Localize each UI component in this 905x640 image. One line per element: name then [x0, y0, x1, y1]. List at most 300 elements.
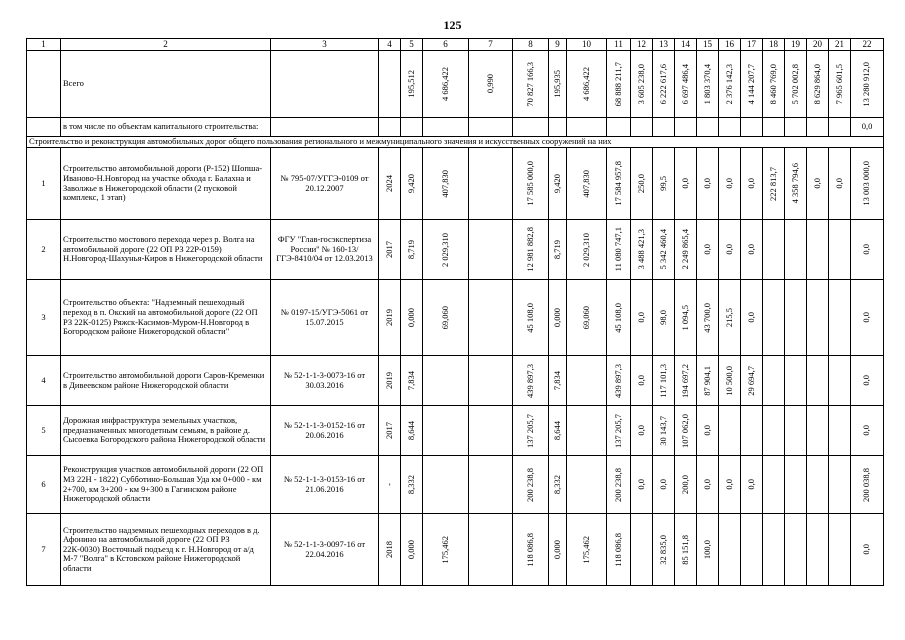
cell-col-21: [829, 514, 851, 586]
cell-col-22: [851, 514, 884, 586]
cell-col-18-text: 222 813,7: [767, 166, 778, 201]
table-row: [27, 148, 884, 220]
cell-col-6: [423, 356, 469, 406]
column-number: 2: [61, 39, 271, 51]
cell-col-14-text: 0,0: [679, 178, 690, 189]
cell-col-4: [379, 456, 401, 514]
column-number: 6: [423, 39, 469, 51]
cell-col-9: [549, 456, 567, 514]
cell-col-21: [829, 148, 851, 220]
total-value-text: 4 686,422: [439, 67, 450, 101]
cell-col-12-text: 0,0: [635, 425, 646, 436]
cell-col-8-text: 118 086,8: [524, 532, 535, 567]
cell-col-13-text: 32 835,0: [657, 534, 668, 565]
cell-col-12-text: 0,0: [635, 479, 646, 490]
column-number: 8: [513, 39, 549, 51]
total-value-text: 3 605 238,0: [635, 63, 646, 105]
table-row: [27, 514, 884, 586]
cell-col-17-text: 0,0: [745, 479, 756, 490]
cell-col-4: [379, 148, 401, 220]
column-number: 15: [697, 39, 719, 51]
expertise-doc: № 52-1-1-3-0097-16 от 22.04.2016: [271, 514, 379, 586]
cell-col-17: [741, 456, 763, 514]
cell-col-14: [675, 406, 697, 456]
cell-col-8-text: 137 205,7: [524, 413, 535, 448]
cell-col-22-text: 0,0: [861, 375, 872, 386]
cell-col-14: [675, 456, 697, 514]
cell-col-18: [763, 148, 785, 220]
cell-col-13: [653, 514, 675, 586]
cell-col-15-text: 87 904,1: [701, 365, 712, 396]
cell-col-7: [469, 406, 513, 456]
cell-col-4-text: 2024: [383, 175, 394, 192]
cell-col-15-text: 0,0: [701, 244, 712, 255]
cell-col-19: [785, 220, 807, 280]
total-value: [653, 51, 675, 118]
cell-col-12: [631, 148, 653, 220]
cell-col-8-text: 439 897,3: [524, 363, 535, 398]
cell-col-4: [379, 220, 401, 280]
cell-col-21: [829, 456, 851, 514]
object-name: Дорожная инфраструктура земельных участков, предназначенных многодетным семьям, в районе д. Сысоевка Богородского района Нижегородской области: [61, 406, 271, 456]
cell-col-17: [741, 406, 763, 456]
cell-col-6: [423, 280, 469, 356]
cell-col-4-text: 2019: [383, 309, 394, 326]
table-row: [27, 356, 884, 406]
cell-col-12-text: 3 488 421,3: [635, 229, 646, 270]
cell-col-9: [549, 514, 567, 586]
cell-col-6-text: 2 029,310: [439, 232, 450, 267]
cell-col-14: [675, 280, 697, 356]
cell-col-18: [763, 456, 785, 514]
cell-col-16-text: 0,0: [723, 178, 734, 189]
total-value: [807, 51, 829, 118]
total-value-text: 1 803 370,4: [701, 63, 712, 105]
cell-col-5-text: 8,332: [405, 474, 416, 495]
column-number: 21: [829, 39, 851, 51]
total-value: [851, 51, 884, 118]
cell-col-16: [719, 456, 741, 514]
column-number: 13: [653, 39, 675, 51]
cell-col-22-text: 200 038,8: [861, 467, 872, 502]
cell-col-12: [631, 220, 653, 280]
cell-col-11-text: 137 205,7: [612, 413, 623, 448]
cell-col-14: [675, 514, 697, 586]
cell-col-16: [719, 220, 741, 280]
row-number: 4: [27, 356, 61, 406]
column-number: 22: [851, 39, 884, 51]
total-value: [401, 51, 423, 118]
total-value-text: 8 629 864,0: [811, 63, 822, 105]
column-number: 7: [469, 39, 513, 51]
column-number: 14: [675, 39, 697, 51]
cell-col-16: [719, 356, 741, 406]
cell-col-4-text: -: [383, 483, 394, 486]
expertise-doc: № 0197-15/УГЭ-5061 от 15.07.2015: [271, 280, 379, 356]
cell-col-6-text: 175,462: [439, 535, 450, 564]
expertise-doc: № 795-07/УГГЭ-0109 от 20.12.2007: [271, 148, 379, 220]
cell-col-9: [549, 148, 567, 220]
cell-col-4-text: 2018: [383, 541, 394, 558]
cell-col-4-text: 2017: [383, 422, 394, 439]
table-row: [27, 456, 884, 514]
cell-col-17-text: 0,0: [745, 312, 756, 323]
cell-col-12-text: 250,0: [635, 173, 646, 194]
cell-col-7: [469, 514, 513, 586]
cell-col-17-text: 0,0: [745, 244, 756, 255]
cell-col-5-text: 8,644: [405, 420, 416, 441]
cell-col-10: [567, 220, 607, 280]
cell-col-18: [763, 356, 785, 406]
cell-col-9: [549, 406, 567, 456]
total-value-text: 2 376 142,3: [723, 63, 734, 105]
cell-col-22: [851, 406, 884, 456]
cell-col-11: [607, 356, 631, 406]
cell-col-8: [513, 456, 549, 514]
cell-col-10: [567, 148, 607, 220]
cell-col-11: [607, 456, 631, 514]
cell-col-16: [719, 406, 741, 456]
column-number: 1: [27, 39, 61, 51]
cell-col-15: [697, 220, 719, 280]
cell-col-13: [653, 220, 675, 280]
cell-col-13: [653, 280, 675, 356]
cell-col-9: [549, 356, 567, 406]
cell-col-14: [675, 356, 697, 406]
cell-col-20: [807, 148, 829, 220]
total-value: [829, 51, 851, 118]
cell-col-13-text: 99,5: [657, 176, 668, 191]
row-number: 6: [27, 456, 61, 514]
column-number: 18: [763, 39, 785, 51]
column-number-row: [27, 39, 884, 51]
cell-col-5-text: 0,000: [405, 307, 416, 328]
cell-col-8: [513, 514, 549, 586]
cell-col-11-text: 118 086,8: [612, 532, 623, 567]
cell-col-20: [807, 356, 829, 406]
cell-col-5-text: 0,000: [405, 539, 416, 560]
cell-col-13: [653, 456, 675, 514]
cell-col-17: [741, 148, 763, 220]
cell-col-12-text: 0,0: [635, 312, 646, 323]
cell-col-4: [379, 406, 401, 456]
total-value: [271, 51, 379, 118]
cell-col-6: [423, 514, 469, 586]
total-value: [379, 51, 401, 118]
cell-col-5: [401, 406, 423, 456]
cell-col-21-text: 0,0: [833, 178, 844, 189]
total-value-text: 4 144 207,7: [745, 63, 756, 105]
expertise-doc: ФГУ "Глав-госэкспертиза России" № 160-13/ГГЭ-8410/04 от 12.03.2013: [271, 220, 379, 280]
column-number: 17: [741, 39, 763, 51]
column-number: 9: [549, 39, 567, 51]
cell-col-14-text: 107 062,0: [679, 413, 690, 448]
cell-col-8: [513, 356, 549, 406]
cell-col-22: [851, 356, 884, 406]
cell-col-11: [607, 514, 631, 586]
row-number: 5: [27, 406, 61, 456]
cell-col-17: [741, 280, 763, 356]
section-row: [27, 137, 884, 148]
cell-col-10-text: 407,830: [580, 169, 591, 198]
cell-col-8-text: 17 585 000,0: [524, 161, 535, 206]
cell-col-13: [653, 148, 675, 220]
column-number: 19: [785, 39, 807, 51]
total-value-text: 13 280 912,0: [861, 61, 872, 107]
total-value-text: 195,512: [405, 70, 416, 98]
cell-col-11-text: 45 108,0: [612, 302, 623, 333]
cell-col-20: [807, 514, 829, 586]
cell-col-15: [697, 280, 719, 356]
total-value-text: 68 888 211,7: [612, 61, 623, 107]
cell-col-15: [697, 356, 719, 406]
object-name: Строительство надземных пешеходных переходов в д. Афонино на автомобильной дороге (22 ОП РЗ 22К-0030) Восточный подъезд к г. Н.Новгород от а/д М-7 "Волга" в Кстовском районе Нижегородской области: [61, 514, 271, 586]
cell-col-7: [469, 456, 513, 514]
cell-col-6-text: 69,060: [439, 305, 450, 330]
cell-col-18: [763, 220, 785, 280]
cell-col-11-text: 439 897,3: [612, 363, 623, 398]
cell-col-19: [785, 148, 807, 220]
cell-col-10: [567, 280, 607, 356]
cell-col-19: [785, 406, 807, 456]
cell-col-8-text: 12 981 882,8: [524, 227, 535, 272]
cell-col-4: [379, 280, 401, 356]
cell-col-9: [549, 280, 567, 356]
cell-col-11: [607, 280, 631, 356]
cell-col-13-text: 98,0: [657, 310, 668, 325]
column-number: 20: [807, 39, 829, 51]
total-value: [469, 51, 513, 118]
cell-col-14-text: 85 151,8: [679, 534, 690, 565]
cell-col-17: [741, 220, 763, 280]
column-number: 16: [719, 39, 741, 51]
object-name: Строительство объекта: "Надземный пешеходный переход в п. Окский на автомобильной дороге (22 ОП РЗ 22К-0125) Ряжск-Касимов-Муром-Н.Новгород в Богородском районе Нижегородской области": [61, 280, 271, 356]
cell-col-21: [829, 406, 851, 456]
cell-col-14-text: 200,0: [679, 474, 690, 495]
column-number: 10: [567, 39, 607, 51]
cell-col-13-text: 0,0: [657, 479, 668, 490]
cell-col-7: [469, 220, 513, 280]
cell-col-15: [697, 456, 719, 514]
total-value: [719, 51, 741, 118]
cell-col-5: [401, 220, 423, 280]
cell-col-9-text: 8,644: [551, 420, 562, 441]
total-value-text: 8 460 769,0: [767, 63, 778, 105]
cell-col-16-text: 10 500,0: [723, 365, 734, 396]
total-value: [567, 51, 607, 118]
object-name: Реконструкция участков автомобильной дороги (22 ОП МЗ 22Н - 1822) Субботино-Большая Уда км 0+000 - км 2+700, км 3+200 - км 9+300 в Гагинском районе Нижегородской области: [61, 456, 271, 514]
cell-col-9-text: 8,332: [551, 474, 562, 495]
cell-col-20-text: 0,0: [811, 178, 822, 189]
cell-col-16-text: 0,0: [723, 244, 734, 255]
cell-col-22: [851, 148, 884, 220]
cell-col-5: [401, 456, 423, 514]
total-value-text: 6 697 486,4: [679, 63, 690, 105]
cell-col-13: [653, 356, 675, 406]
cell-col-15-text: 0,0: [701, 425, 712, 436]
cell-col-6-text: 407,830: [439, 169, 450, 198]
total-value-text: 195,935: [551, 70, 562, 98]
cell-col-13-text: 30 143,7: [657, 415, 668, 446]
cell-col-12: [631, 406, 653, 456]
object-name: Строительство мостового перехода через р. Волга на автомобильной дороге (22 ОП РЗ 22Р-0159) Н.Новгород-Шахунья-Киров в Нижегородской области: [61, 220, 271, 280]
expertise-doc: № 52-1-1-3-0153-16 от 21.06.2016: [271, 456, 379, 514]
total-value: [549, 51, 567, 118]
column-number: 5: [401, 39, 423, 51]
row-number: 2: [27, 220, 61, 280]
total-value-text: 7 965 601,5: [833, 63, 844, 105]
cell-col-9-text: 8,719: [551, 239, 562, 260]
cell-col-10: [567, 514, 607, 586]
cell-col-5: [401, 514, 423, 586]
expertise-doc: № 52-1-1-3-0152-16 от 20.06.2016: [271, 406, 379, 456]
cell-col-9-text: 0,000: [551, 539, 562, 560]
cell-col-14-text: 194 697,2: [679, 363, 690, 398]
total-value: [423, 51, 469, 118]
section-title: Строительство и реконструкция автомобильных дорог общего пользования регионального и межмуниципального значения и искусственных сооружений на них: [27, 137, 884, 148]
cell-col-12: [631, 456, 653, 514]
cell-col-17: [741, 356, 763, 406]
cell-col-9-text: 0,000: [551, 307, 562, 328]
investment-table: [26, 38, 884, 586]
cell-col-18: [763, 514, 785, 586]
cell-col-17: [741, 514, 763, 586]
cell-col-21: [829, 220, 851, 280]
column-number: 11: [607, 39, 631, 51]
expertise-doc: № 52-1-1-3-0073-16 от 30.03.2016: [271, 356, 379, 406]
cell-col-15-text: 0,0: [701, 479, 712, 490]
column-number: 3: [271, 39, 379, 51]
subtotal-label: в том числе по объектам капитального строительства:: [61, 118, 271, 137]
cell-col-18: [763, 406, 785, 456]
cell-col-20: [807, 456, 829, 514]
cell-col-8: [513, 148, 549, 220]
cell-col-19: [785, 356, 807, 406]
cell-col-10-text: 69,060: [580, 305, 591, 330]
cell-col-8-text: 45 108,0: [524, 302, 535, 333]
total-label: Всего: [61, 51, 271, 118]
total-value: [513, 51, 549, 118]
cell-col-15: [697, 148, 719, 220]
total-value: [741, 51, 763, 118]
cell-col-10: [567, 406, 607, 456]
cell-col-4: [379, 514, 401, 586]
total-value: [697, 51, 719, 118]
cell-col-12: [631, 280, 653, 356]
cell-col-8: [513, 280, 549, 356]
cell-col-22-text: 0,0: [861, 244, 872, 255]
column-number: 12: [631, 39, 653, 51]
cell-col-16: [719, 148, 741, 220]
total-value-text: 6 222 617,6: [657, 63, 668, 105]
cell-col-22-text: 13 003 000,0: [861, 161, 872, 206]
total-value-text: 5 702 002,8: [789, 63, 800, 105]
cell-col-4-text: 2019: [383, 372, 394, 389]
subtotal-row: [27, 118, 884, 137]
cell-col-11: [607, 220, 631, 280]
cell-col-11-text: 17 584 957,8: [612, 161, 623, 206]
cell-col-4: [379, 356, 401, 406]
total-value: [631, 51, 653, 118]
cell-col-19: [785, 280, 807, 356]
cell-col-10: [567, 356, 607, 406]
total-value: [675, 51, 697, 118]
cell-col-7: [469, 148, 513, 220]
cell-col-13-text: 117 101,3: [657, 363, 668, 398]
cell-col-10-text: 2 029,310: [580, 232, 591, 267]
cell-col-9-text: 9,420: [551, 173, 562, 194]
total-value: [785, 51, 807, 118]
cell-col-16-text: 215,5: [723, 307, 734, 328]
total-value-text: 4 686,422: [580, 67, 591, 101]
total-value: [763, 51, 785, 118]
cell-col-17-text: 0,0: [745, 178, 756, 189]
table-row: [27, 280, 884, 356]
row-number: 3: [27, 280, 61, 356]
cell-col-6: [423, 220, 469, 280]
cell-col-17-text: 29 694,7: [745, 365, 756, 396]
cell-col-15: [697, 514, 719, 586]
cell-col-6: [423, 456, 469, 514]
cell-col-8: [513, 220, 549, 280]
cell-col-10: [567, 456, 607, 514]
cell-col-5-text: 8,719: [405, 239, 416, 260]
cell-col-12-text: 0,0: [635, 375, 646, 386]
cell-col-12: [631, 356, 653, 406]
cell-col-5: [401, 280, 423, 356]
cell-col-16: [719, 280, 741, 356]
cell-col-13-text: 5 342 460,4: [657, 229, 668, 270]
column-number: 4: [379, 39, 401, 51]
table-row: [27, 406, 884, 456]
page-number: 125: [443, 18, 462, 32]
cell-col-16: [719, 514, 741, 586]
cell-col-11-text: 11 080 747,1: [612, 227, 623, 272]
cell-col-15-text: 43 700,0: [701, 302, 712, 333]
cell-col-8: [513, 406, 549, 456]
row-number: 1: [27, 148, 61, 220]
cell-col-22-text: 0,0: [861, 544, 872, 555]
cell-col-5-text: 7,834: [405, 370, 416, 391]
cell-col-8-text: 200 238,8: [524, 467, 535, 502]
cell-col-9: [549, 220, 567, 280]
cell-col-16-text: 0,0: [723, 479, 734, 490]
cell-col-14: [675, 220, 697, 280]
total-row: [27, 51, 884, 118]
cell-col-5: [401, 148, 423, 220]
cell-col-22: [851, 280, 884, 356]
cell-col-6: [423, 406, 469, 456]
cell-col-14: [675, 148, 697, 220]
cell-col-10-text: 175,462: [580, 535, 591, 564]
cell-col-14-text: 2 249 865,4: [679, 229, 690, 270]
cell-col-20: [807, 406, 829, 456]
cell-col-13: [653, 406, 675, 456]
cell-col-19: [785, 514, 807, 586]
cell-col-7: [469, 280, 513, 356]
table-row: [27, 220, 884, 280]
cell-col-6: [423, 148, 469, 220]
cell-col-21: [829, 280, 851, 356]
cell-col-15: [697, 406, 719, 456]
object-name: Строительство автомобильной дороги (Р-152) Шопша-Иваново-Н.Новгород на участке обхода г. Балахна и Заволжье в Нижегородской области (2 пусковой комплекс, 1 этап): [61, 148, 271, 220]
total-value-text: 0,990: [484, 74, 495, 94]
cell-col-20: [807, 280, 829, 356]
cell-col-20: [807, 220, 829, 280]
cell-col-5: [401, 356, 423, 406]
cell-col-7: [469, 356, 513, 406]
cell-col-22-text: 0,0: [861, 425, 872, 436]
